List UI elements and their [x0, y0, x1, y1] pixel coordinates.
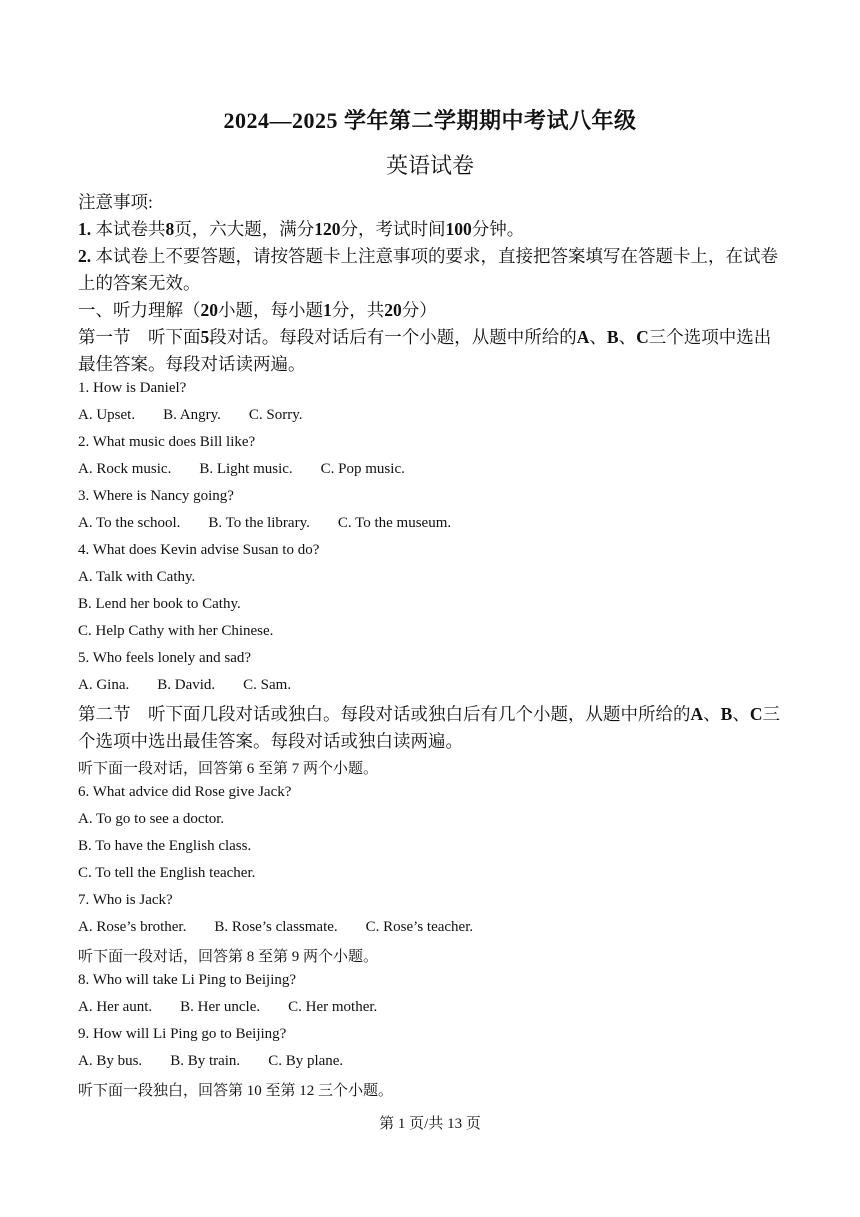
option-4a: A. Talk with Cathy.: [78, 569, 196, 585]
options-3: A. To the school. B. To the library. C. To the museum.: [78, 515, 452, 531]
options-9: A. By bus. B. By train. C. By plane.: [78, 1053, 344, 1069]
section1-instruction-cont: 最佳答案。每段对话读两遍。: [78, 354, 306, 374]
question-6: 6. What advice did Rose give Jack?: [78, 784, 292, 800]
exam-title: 2024—2025 学年第二学期期中考试八年级: [223, 108, 637, 133]
options-7: A. Rose’s brother. B. Rose’s classmate. C. Rose’s teacher.: [78, 919, 474, 935]
options-1: A. Upset. B. Angry. C. Sorry.: [78, 407, 303, 423]
option-6b: B. To have the English class.: [78, 838, 252, 854]
question-1: 1. How is Daniel?: [78, 380, 187, 396]
question-2: 2. What music does Bill like?: [78, 434, 256, 450]
exam-subtitle: 英语试卷: [385, 153, 474, 178]
section2-instruction: 第二节 听下面几段对话或独白。每段对话或独白后有几个小题，从题中所给的A、B、C三: [78, 704, 780, 724]
question-4: 4. What does Kevin advise Susan to do?: [78, 542, 320, 558]
option-6a: A. To go to see a doctor.: [78, 811, 225, 827]
dialogue-instruction-1: 听下面一段对话，回答第 6 至第 7 两个小题。: [78, 761, 379, 777]
options-5: A. Gina. B. David. C. Sam.: [78, 677, 292, 693]
notice-item-1: 1. 本试卷共8页，六大题，满分120分，考试时间100分钟。: [78, 219, 525, 239]
question-7: 7. Who is Jack?: [78, 892, 173, 908]
options-2: A. Rock music. B. Light music. C. Pop music.: [78, 461, 405, 477]
question-8: 8. Who will take Li Ping to Beijing?: [78, 972, 297, 988]
part1-heading: 一、听力理解（20小题，每小题1分，共20分）: [78, 300, 437, 320]
section2-instruction-cont: 个选项中选出最佳答案。每段对话或独白读两遍。: [78, 731, 463, 751]
question-9: 9. How will Li Ping go to Beijing?: [78, 1026, 287, 1042]
dialogue-instruction-2: 听下面一段对话，回答第 8 至第 9 两个小题。: [78, 949, 379, 965]
notice-heading: 注意事项:: [78, 192, 153, 212]
notice-item-2-cont: 上的答案无效。: [78, 273, 201, 293]
page-footer: 第 1 页/共 13 页: [379, 1116, 481, 1132]
option-6c: C. To tell the English teacher.: [78, 865, 256, 881]
options-8: A. Her aunt. B. Her uncle. C. Her mother.: [78, 999, 378, 1015]
question-3: 3. Where is Nancy going?: [78, 488, 234, 504]
question-5: 5. Who feels lonely and sad?: [78, 650, 252, 666]
notice-item-2: 2. 本试卷上不要答题，请按答题卡上注意事项的要求，直接把答案填写在答题卡上，在试卷: [78, 246, 778, 266]
option-4c: C. Help Cathy with her Chinese.: [78, 623, 274, 639]
monologue-instruction: 听下面一段独白，回答第 10 至第 12 三个小题。: [78, 1083, 394, 1099]
option-4b: B. Lend her book to Cathy.: [78, 596, 241, 612]
section1-instruction: 第一节 听下面5段对话。每段对话后有一个小题，从题中所给的A、B、C三个选项中选出: [78, 327, 772, 347]
